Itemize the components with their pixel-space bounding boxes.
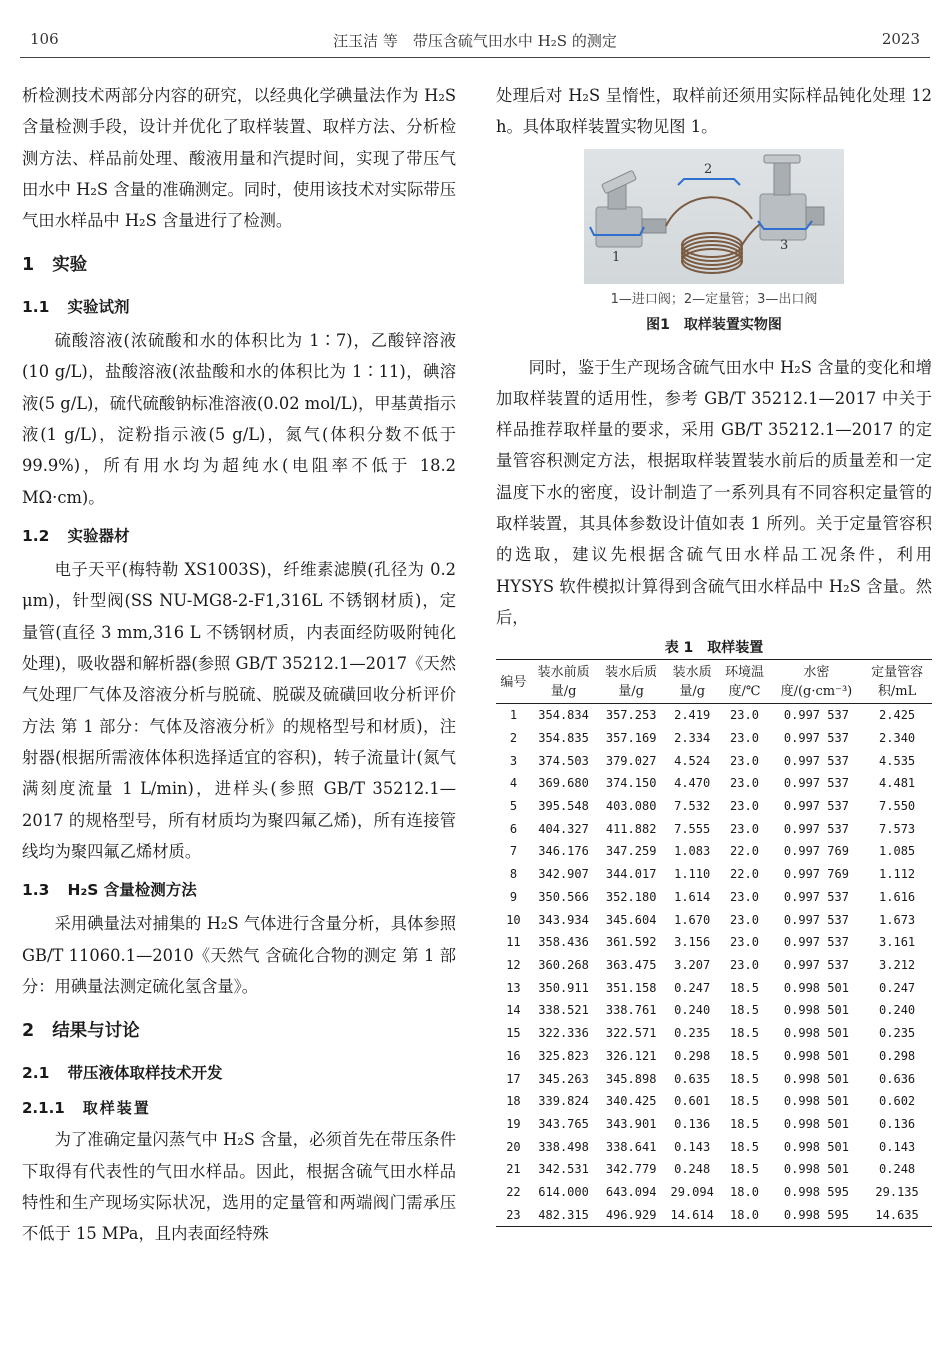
design-paragraph: 同时，鉴于生产现场含硫气田水中 H₂S 含量的变化和增加取样装置的适用性，参考 GB/T 35212.1—2017 中关于样品推荐取样量的要求，采用 GB/T 35212.1—2017 的定量管容积测定方法，根据取样装置装水前后的质量差和一定温度下水的密度，设计制造了一系列具有不同容积定量管的取样装置，其具体参数设计值如表 1 所列。关于定量管容积的选取，建议先根据含硫气田水样品工况条件，利用 HYSYS 软件模拟计算得到含硫气田水样品中 H₂S 含量。然后， (496, 357, 932, 627)
cell-volume: 29.135 (875, 1185, 919, 1200)
table-row (496, 1136, 932, 1159)
table-row (496, 795, 932, 818)
cell-id: 14 (506, 1003, 521, 1018)
cell-mass-before: 482.315 (538, 1207, 589, 1222)
cell-mass-after: 403.080 (605, 799, 657, 814)
cell-water-mass: 29.094 (670, 1185, 714, 1200)
cell-density: 0.997 537 (783, 889, 849, 904)
cell-id: 22 (506, 1185, 521, 1200)
cell-density: 0.998 501 (783, 1139, 849, 1154)
cell-density: 0.998 501 (783, 1048, 849, 1063)
cell-id: 1 (509, 708, 518, 723)
reagents-paragraph: 硫酸溶液(浓硫酸和水的体积比为 1∶7)，乙酸锌溶液(10 g/L)，盐酸溶液(浓盐酸和水的体积比为 1∶11)，碘溶液(5 g/L)，硫代硫酸钠标准溶液(0.02 mol/L)，甲基黄指示液(1 g/L)，淀粉指示液(5 g/L)，氮气(体积分数不低于 99.9%)，所有用水均为超纯水(电阻率不低于 18.2 MΩ·cm)。 (22, 331, 456, 507)
figure-label-1: 1 (612, 249, 621, 265)
cell-volume: 1.112 (879, 867, 916, 882)
cell-mass-after: 322.571 (605, 1026, 657, 1041)
section-2-1-1-heading (22, 1093, 456, 1124)
outlet-fitting (806, 207, 824, 225)
section-number: 1.3 (22, 881, 50, 900)
cell-water-mass: 1.110 (674, 867, 711, 882)
cell-id: 17 (506, 1071, 521, 1086)
cell-temperature: 22.0 (730, 844, 759, 859)
running-header (20, 30, 930, 52)
running-title: 汪玉洁 等 带压含硫气田水中 H₂S 的测定 (333, 32, 617, 50)
journal-year: 2023 (881, 30, 920, 48)
cell-id: 15 (506, 1026, 521, 1041)
cell-mass-before: 343.765 (538, 1116, 589, 1131)
cell-id: 13 (506, 980, 521, 995)
table-row (496, 1113, 932, 1136)
table-row (496, 772, 932, 795)
cell-water-mass: 1.083 (674, 844, 711, 859)
cell-temperature: 18.0 (730, 1207, 759, 1222)
cell-water-mass: 0.248 (674, 1162, 711, 1177)
label-bracket-2 (678, 179, 740, 185)
cell-water-mass: 4.470 (674, 776, 711, 791)
section-number: 2.1.1 (22, 1098, 65, 1117)
table-title: 表 1 取样装置 (664, 640, 764, 657)
cell-mass-before: 354.834 (538, 708, 589, 723)
cell-id: 2 (509, 730, 518, 745)
table-row (496, 818, 932, 841)
page-number: 106 (30, 30, 59, 48)
cell-id: 5 (509, 799, 518, 814)
table-row (496, 863, 932, 886)
cell-volume: 0.240 (879, 1003, 916, 1018)
table-row (496, 1090, 932, 1113)
cell-volume: 1.616 (879, 889, 916, 904)
cell-density: 0.998 501 (783, 1162, 849, 1177)
cell-id: 21 (506, 1162, 521, 1177)
cell-temperature: 23.0 (730, 730, 759, 745)
section-title: 结果与讨论 (52, 1021, 140, 1042)
cell-mass-after: 344.017 (605, 867, 657, 882)
cell-density: 0.997 537 (783, 730, 849, 745)
cell-density: 0.998 595 (783, 1185, 849, 1200)
cell-density: 0.997 537 (783, 799, 849, 814)
cell-id: 20 (506, 1139, 521, 1154)
cell-mass-after: 326.121 (605, 1048, 657, 1063)
cell-mass-before: 374.503 (538, 753, 589, 768)
cell-temperature: 18.5 (730, 1162, 759, 1177)
table-row (496, 886, 932, 909)
cell-density: 0.998 501 (783, 1003, 849, 1018)
cell-mass-before: 614.000 (538, 1185, 589, 1200)
cell-temperature: 18.0 (730, 1185, 759, 1200)
section-2-heading (22, 1016, 456, 1047)
cell-mass-after: 352.180 (605, 889, 657, 904)
cell-water-mass: 4.524 (674, 753, 711, 768)
cell-water-mass: 0.235 (674, 1026, 711, 1041)
table-row (496, 1204, 932, 1227)
cell-density: 0.997 537 (783, 708, 849, 723)
cell-density: 0.998 501 (783, 1026, 849, 1041)
cell-volume: 7.550 (879, 799, 916, 814)
col-header-mass-before: 装水前质量/g (537, 665, 590, 700)
cell-mass-after: 496.929 (605, 1207, 657, 1222)
section-title: 实验试剂 (67, 297, 130, 316)
outlet-valve-handle (764, 155, 800, 163)
outlet-valve-body (760, 194, 806, 240)
section-title: 实验 (52, 255, 88, 276)
cell-water-mass: 0.247 (674, 980, 711, 995)
right-column (496, 80, 932, 1227)
cell-mass-after: 361.592 (605, 935, 657, 950)
table-body (496, 704, 932, 1227)
cell-density: 0.998 595 (783, 1207, 849, 1222)
figure-label-2: 2 (704, 161, 713, 177)
cell-water-mass: 1.614 (674, 889, 711, 904)
cell-density: 0.998 501 (783, 1094, 849, 1109)
cell-density: 0.998 501 (783, 1116, 849, 1131)
cell-mass-before: 342.907 (538, 867, 589, 882)
table-row (496, 909, 932, 932)
cell-volume: 1.085 (879, 844, 916, 859)
left-column (22, 80, 456, 1249)
col-header-volume: 定量管容积/mL (871, 665, 924, 700)
table-row (496, 727, 932, 750)
cell-temperature: 18.5 (730, 980, 759, 995)
table-row (496, 750, 932, 773)
cell-mass-after: 338.641 (605, 1139, 657, 1154)
table-row (496, 931, 932, 954)
cell-volume: 0.248 (879, 1162, 916, 1177)
cell-mass-before: 354.835 (538, 730, 589, 745)
table-row (496, 704, 932, 727)
cell-mass-after: 357.169 (605, 730, 657, 745)
device-illustration (584, 149, 844, 284)
cell-density: 0.997 769 (783, 867, 849, 882)
cell-mass-before: 404.327 (538, 821, 589, 836)
cell-water-mass: 0.136 (674, 1116, 711, 1131)
col-header-mass-after: 装水后质量/g (605, 665, 658, 700)
figure-caption: 图1 取样装置实物图 (646, 316, 782, 333)
cell-density: 0.997 537 (783, 776, 849, 791)
cell-mass-before: 395.548 (538, 799, 589, 814)
cell-water-mass: 0.143 (674, 1139, 711, 1154)
cell-density: 0.998 501 (783, 980, 849, 995)
cell-water-mass: 0.601 (674, 1094, 711, 1109)
cell-mass-after: 342.779 (605, 1162, 657, 1177)
cell-water-mass: 14.614 (670, 1207, 714, 1222)
cell-density: 0.997 769 (783, 844, 849, 859)
table-header-row (496, 660, 932, 704)
section-1-heading (22, 250, 456, 281)
cell-mass-after: 411.882 (605, 821, 657, 836)
section-number: 2 (22, 1021, 35, 1042)
inlet-fitting (642, 219, 666, 233)
cell-id: 23 (506, 1207, 521, 1222)
cell-mass-before: 325.823 (538, 1048, 589, 1063)
cell-density: 0.997 537 (783, 958, 849, 972)
cell-id: 3 (509, 753, 518, 768)
cell-density: 0.997 537 (783, 821, 849, 836)
cell-temperature: 23.0 (730, 821, 759, 836)
cell-temperature: 18.5 (730, 1139, 759, 1154)
cell-temperature: 18.5 (730, 1071, 759, 1086)
cell-volume: 14.635 (875, 1207, 919, 1222)
col-header-density: 水密度/(g·cm⁻³) (780, 665, 853, 700)
cell-mass-before: 350.566 (538, 889, 589, 904)
sampling-device-photo (584, 149, 844, 284)
cell-id: 16 (506, 1048, 521, 1063)
cell-temperature: 18.5 (730, 1094, 759, 1109)
cell-temperature: 23.0 (730, 889, 759, 904)
cell-mass-after: 374.150 (605, 776, 657, 791)
section-title: 取样装置 (82, 1098, 151, 1117)
cell-temperature: 23.0 (730, 958, 759, 972)
cell-volume: 0.235 (879, 1026, 916, 1041)
table-row (496, 840, 932, 863)
table-row (496, 1022, 932, 1045)
cell-density: 0.997 537 (783, 912, 849, 927)
cell-id: 19 (506, 1116, 521, 1131)
cell-mass-after: 357.253 (605, 708, 657, 723)
cell-water-mass: 2.419 (674, 708, 711, 723)
cell-volume: 2.425 (879, 708, 916, 723)
cell-mass-after: 340.425 (605, 1094, 657, 1109)
figure-label-3: 3 (780, 237, 789, 253)
cell-temperature: 18.5 (730, 1003, 759, 1018)
cell-density: 0.997 537 (783, 935, 849, 950)
cell-volume: 4.481 (879, 776, 916, 791)
cell-volume: 2.340 (879, 730, 916, 745)
cell-temperature: 18.5 (730, 1026, 759, 1041)
cell-mass-after: 345.898 (605, 1071, 657, 1086)
cell-density: 0.997 537 (783, 753, 849, 768)
cell-volume: 0.602 (879, 1094, 916, 1109)
cell-water-mass: 1.670 (674, 912, 711, 927)
cell-mass-after: 379.027 (605, 753, 657, 768)
section-1-1-heading (22, 292, 456, 323)
quantitative-coil (666, 197, 760, 273)
cell-id: 6 (509, 821, 518, 836)
cell-water-mass: 7.555 (674, 821, 711, 836)
cell-density: 0.998 501 (783, 1071, 849, 1086)
cell-mass-before: 360.268 (538, 958, 589, 972)
cell-volume: 0.636 (879, 1071, 916, 1086)
cell-mass-after: 338.761 (605, 1003, 657, 1018)
cell-volume: 0.136 (879, 1116, 916, 1131)
cell-temperature: 23.0 (730, 935, 759, 950)
table-row (496, 1181, 932, 1204)
outlet-valve-stem (774, 159, 790, 195)
cell-water-mass: 0.298 (674, 1048, 711, 1063)
cell-mass-after: 345.604 (605, 912, 657, 927)
cell-temperature: 23.0 (730, 776, 759, 791)
table-row (496, 977, 932, 1000)
cell-mass-before: 338.521 (538, 1003, 589, 1018)
cell-mass-before: 350.911 (538, 980, 589, 995)
cell-id: 9 (509, 889, 518, 904)
cell-mass-after: 347.259 (605, 844, 657, 859)
cell-mass-after: 343.901 (605, 1116, 657, 1131)
table-row (496, 1068, 932, 1091)
cell-id: 11 (506, 935, 521, 950)
cell-water-mass: 3.207 (674, 958, 711, 972)
cell-id: 8 (509, 867, 518, 882)
col-header-water-mass: 装水质量/g (672, 665, 712, 700)
table-row (496, 1158, 932, 1181)
cell-temperature: 23.0 (730, 708, 759, 723)
cell-mass-before: 346.176 (538, 844, 589, 859)
cell-mass-after: 643.094 (605, 1185, 657, 1200)
cell-water-mass: 2.334 (674, 730, 711, 745)
continued-paragraph: 处理后对 H₂S 呈惰性，取样前还须用实际样品钝化处理 12 h。具体取样装置实物见图 1。 (496, 86, 932, 137)
cell-water-mass: 0.635 (674, 1071, 711, 1086)
section-1-2-heading (22, 521, 456, 552)
cell-volume: 3.161 (879, 935, 916, 950)
table-row (496, 1045, 932, 1068)
table-row (496, 999, 932, 1022)
cell-temperature: 23.0 (730, 912, 759, 927)
col-header-id: 编号 (500, 674, 527, 690)
cell-temperature: 18.5 (730, 1116, 759, 1131)
cell-temperature: 18.5 (730, 1048, 759, 1063)
cell-temperature: 22.0 (730, 867, 759, 882)
cell-water-mass: 3.156 (674, 935, 711, 950)
cell-volume: 1.673 (879, 912, 916, 927)
section-number: 1.2 (22, 526, 50, 545)
cell-id: 18 (506, 1094, 521, 1109)
table-row (496, 954, 932, 977)
header-rule (20, 57, 930, 58)
cell-mass-after: 363.475 (605, 958, 657, 972)
section-title: 实验器材 (67, 526, 130, 545)
section-2-1-heading (22, 1058, 456, 1089)
cell-mass-before: 338.498 (538, 1139, 589, 1154)
cell-volume: 0.247 (879, 980, 916, 995)
cell-mass-before: 345.263 (538, 1071, 589, 1086)
cell-water-mass: 7.532 (674, 799, 711, 814)
intro-paragraph: 析检测技术两部分内容的研究，以经典化学碘量法作为 H₂S 含量检测手段，设计并优化了取样装置、取样方法、分析检测方法、样品前处理、酸液用量和汽提时间，实现了带压气田水中 H₂S 含量的准确测定。同时，使用该技术对实际带压气田水样品中 H₂S 含量进行了检测。 (22, 86, 456, 231)
method-paragraph: 采用碘量法对捕集的 H₂S 气体进行含量分析，具体参照 GB/T 11060.1—2010《天然气 含硫化合物的测定 第 1 部分：用碘量法测定硫化氢含量》。 (22, 914, 456, 997)
cell-volume: 0.143 (879, 1139, 916, 1154)
device-paragraph: 为了准确定量闪蒸气中 H₂S 含量，必须首先在带压条件下取得有代表性的气田水样品。因此，根据含硫气田水样品特性和生产现场实际状况，选用的定量管和两端阀门需承压不低于 15 MPa，且内表面经特殊 (22, 1130, 456, 1244)
cell-id: 10 (506, 912, 521, 927)
equipment-paragraph: 电子天平(梅特勒 XS1003S)，纤维素滤膜(孔径为 0.2 μm)，针型阀(SS NU-MG8-2-F1,316L 不锈钢材质)，定量管(直径 3 mm,316 L 不锈钢材质，内表面经防吸附钝化处理)，吸收器和解析器(参照 GB/T 35212.1—2017《天然气处理厂气体及溶液分析与脱硫、脱碳及硫磺回收分析评价方法 第 1 部分：气体及溶液分析》的规格型号和材质)，注射器(根据所需液体体积选择适宜的容积)，转子流量计(氮气满刻度流量 1 L/min)，进样头(参照 GB/T 35212.1—2017 的规格型号，所有材质均为聚四氟乙烯)，所有连接管线均为聚四氟乙烯材质。 (22, 560, 456, 861)
figure-legend: 1—进口阀；2—定量管；3—出口阀 (610, 291, 818, 307)
section-number: 1.1 (22, 297, 50, 316)
section-title: 带压液体取样技术开发 (67, 1063, 223, 1082)
col-header-temperature: 环境温度/℃ (724, 665, 764, 700)
cell-mass-before: 343.934 (538, 912, 589, 927)
cell-mass-before: 339.824 (538, 1094, 589, 1109)
cell-volume: 4.535 (879, 753, 916, 768)
cell-mass-before: 369.680 (538, 776, 589, 791)
section-number: 1 (22, 255, 35, 276)
cell-mass-before: 358.436 (538, 935, 589, 950)
sampling-device-table (496, 659, 932, 1227)
inlet-valve-body (596, 207, 642, 247)
cell-volume: 0.298 (879, 1048, 916, 1063)
cell-id: 12 (506, 958, 521, 972)
cell-temperature: 23.0 (730, 799, 759, 814)
cell-volume: 3.212 (879, 958, 916, 972)
section-1-3-heading (22, 875, 456, 906)
cell-water-mass: 0.240 (674, 1003, 711, 1018)
cell-mass-before: 322.336 (538, 1026, 589, 1041)
cell-mass-before: 342.531 (538, 1162, 589, 1177)
cell-id: 4 (509, 776, 518, 791)
section-number: 2.1 (22, 1063, 50, 1082)
cell-volume: 7.573 (879, 821, 916, 836)
cell-id: 7 (509, 844, 518, 859)
section-title: H₂S 含量检测方法 (67, 881, 197, 900)
cell-temperature: 23.0 (730, 753, 759, 768)
cell-mass-after: 351.158 (605, 980, 657, 995)
